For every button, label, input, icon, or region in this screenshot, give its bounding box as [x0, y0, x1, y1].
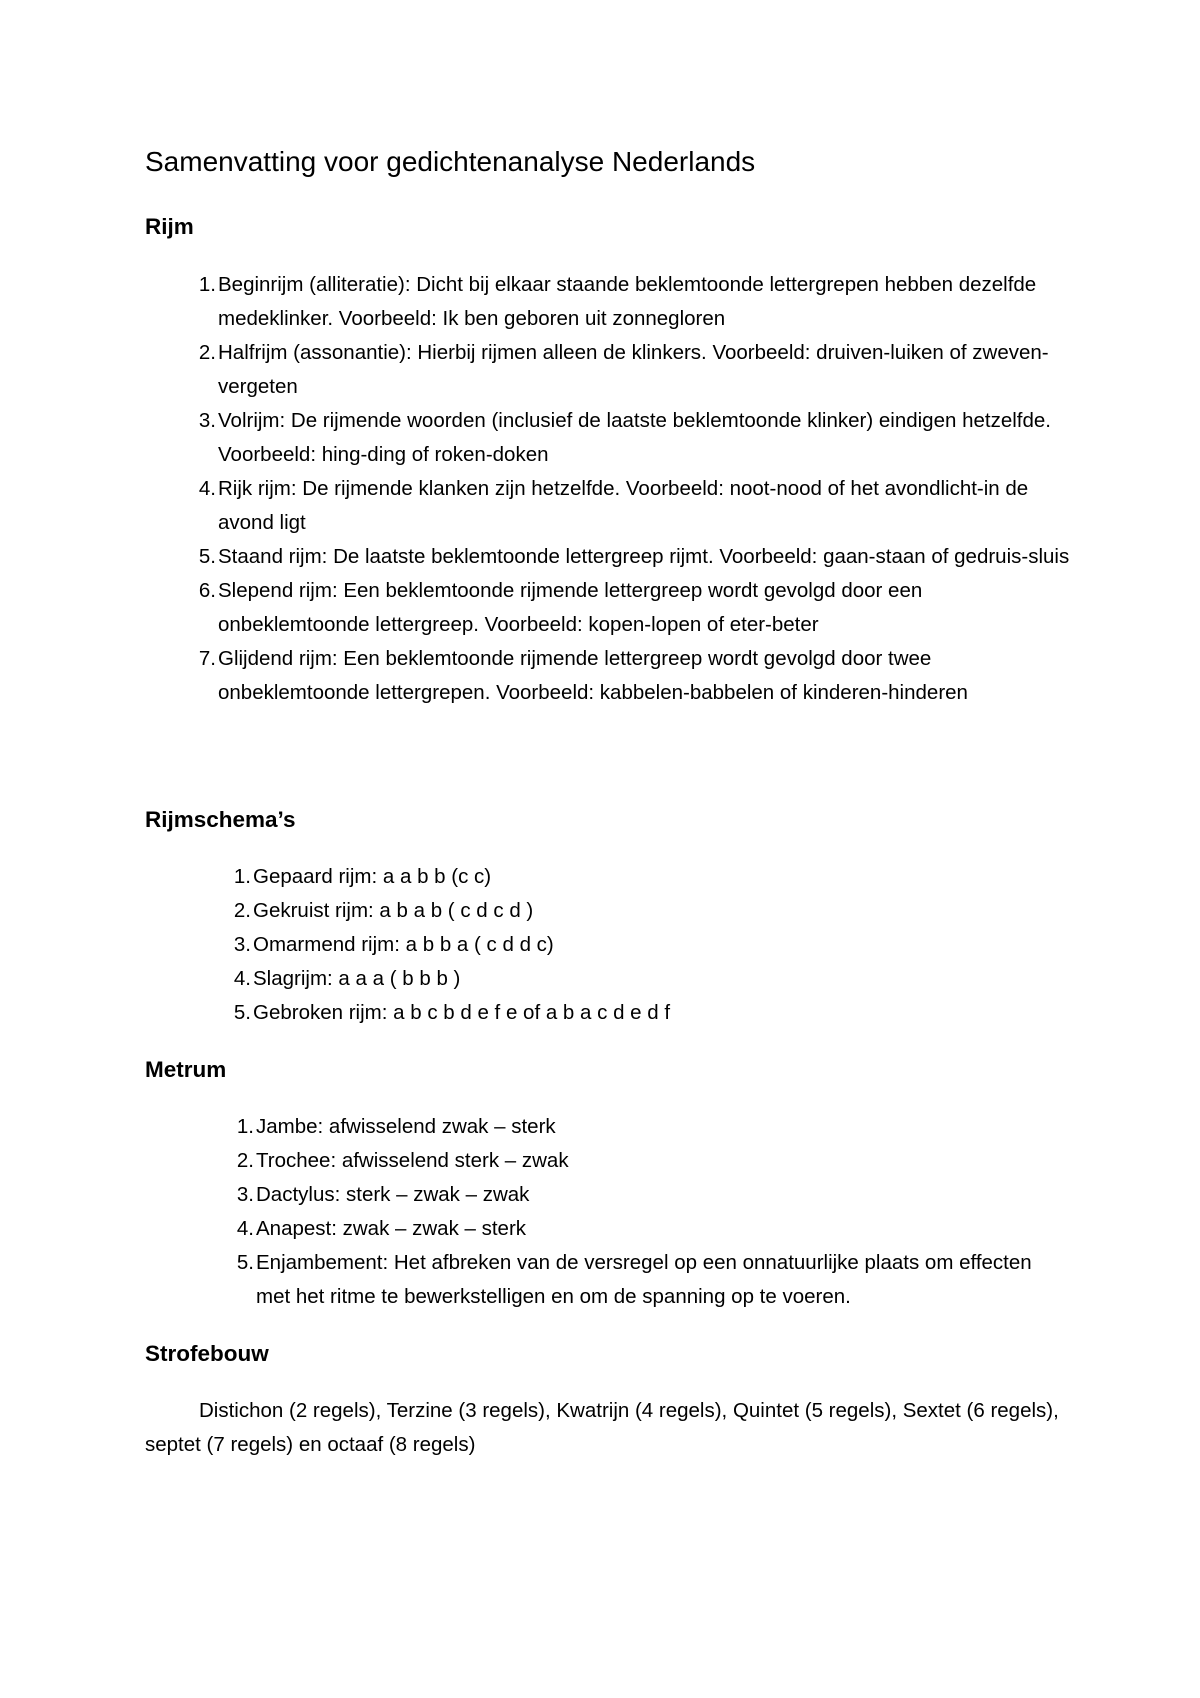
list-item-number: 2. — [236, 1149, 254, 1172]
document-title: Samenvatting voor gedichtenanalyse Nederlands — [145, 146, 756, 177]
list-item — [172, 574, 1072, 642]
list-item-text: Rijk rijm: De rijmende klanken zijn hetzelfde. Voorbeeld: noot-nood of het avondlicht-in de avond ligt — [218, 477, 1029, 534]
list-item-number: 3. — [233, 933, 251, 956]
list-item-text: Gepaard rijm: a a b b (c c) — [253, 865, 492, 888]
list-item-number: 4. — [198, 477, 216, 500]
list-item-number: 1. — [233, 865, 251, 888]
list-item — [172, 404, 1072, 472]
list-item — [207, 928, 1067, 962]
section-heading-strofebouw: Strofebouw — [145, 1341, 269, 1366]
list-item-text: Dactylus: sterk – zwak – zwak — [256, 1183, 530, 1206]
list-item — [172, 268, 1072, 336]
strofebouw-paragraph: Distichon (2 regels), Terzine (3 regels), Kwatrijn (4 regels), Quintet (5 regels), Sextet (6 regels), septet (7 regels) en octaaf (8 regels) — [145, 1399, 1059, 1456]
list-item-text: Gebroken rijm: a b c b d e f e of a b a c d e d f — [253, 1001, 671, 1024]
list-item — [172, 336, 1072, 404]
list-item-number: 4. — [233, 967, 251, 990]
list-item-text: Volrijm: De rijmende woorden (inclusief de laatste beklemtoonde klinker) eindigen hetzelfde. Voorbeeld: hing-ding of roken-doken — [218, 409, 1051, 466]
list-item-text: Slagrijm: a a a ( b b b ) — [253, 967, 461, 990]
list-item-text: Jambe: afwisselend zwak – sterk — [256, 1115, 556, 1138]
list-rijmschema — [207, 860, 1067, 1030]
list-item-number: 4. — [236, 1217, 254, 1240]
list-item-number: 3. — [198, 409, 216, 432]
list-item-text: Anapest: zwak – zwak – sterk — [256, 1217, 527, 1240]
list-item-text: Halfrijm (assonantie): Hierbij rijmen alleen de klinkers. Voorbeeld: druiven-luiken of zweven-vergeten — [218, 341, 1049, 398]
list-item-text: Gekruist rijm: a b a b ( c d c d ) — [253, 899, 534, 922]
list-item — [210, 1246, 1070, 1314]
list-item-number: 2. — [198, 341, 216, 364]
list-item-number: 5. — [233, 1001, 251, 1024]
list-item-number: 7. — [198, 647, 216, 670]
list-metrum — [210, 1110, 1070, 1314]
section-heading-rijmschema: Rijmschema’s — [145, 807, 296, 832]
list-item — [207, 962, 1067, 996]
list-item-text: Glijdend rijm: Een beklemtoonde rijmende lettergreep wordt gevolgd door twee onbeklemtoonde lettergrepen. Voorbeeld: kabbelen-babbelen of kinderen-hinderen — [218, 647, 968, 704]
list-item-number: 3. — [236, 1183, 254, 1206]
list-item-text: Trochee: afwisselend sterk – zwak — [256, 1149, 569, 1172]
list-item — [172, 642, 1072, 710]
list-item-text: Omarmend rijm: a b b a ( c d d c) — [253, 933, 554, 956]
list-item-text: Staand rijm: De laatste beklemtoonde lettergreep rijmt. Voorbeeld: gaan-staan of gedruis-sluis — [218, 545, 1070, 568]
section-heading-rijm: Rijm — [145, 214, 194, 239]
list-item — [207, 860, 1067, 894]
list-rijm — [172, 268, 1072, 710]
section-heading-metrum: Metrum — [145, 1057, 227, 1082]
list-item — [172, 472, 1072, 540]
list-item-number: 2. — [233, 899, 251, 922]
list-item-number: 5. — [198, 545, 216, 568]
list-item-number: 1. — [236, 1115, 254, 1138]
list-item — [172, 540, 1072, 574]
list-item-text: Slepend rijm: Een beklemtoonde rijmende lettergreep wordt gevolgd door een onbeklemtoonde lettergreep. Voorbeeld: kopen-lopen of eter-beter — [218, 579, 923, 636]
list-item — [207, 894, 1067, 928]
list-item-text: Enjambement: Het afbreken van de versregel op een onnatuurlijke plaats om effecten met het ritme te bewerkstelligen en om de spanning op te voeren. — [256, 1251, 1032, 1308]
list-item — [210, 1110, 1070, 1144]
list-item — [210, 1144, 1070, 1178]
list-item-number: 5. — [236, 1251, 254, 1274]
list-item — [207, 996, 1067, 1030]
list-item-number: 6. — [198, 579, 216, 602]
list-item — [210, 1178, 1070, 1212]
list-item-number: 1. — [198, 273, 216, 296]
list-item — [210, 1212, 1070, 1246]
list-item-text: Beginrijm (alliteratie): Dicht bij elkaar staande beklemtoonde lettergrepen hebben dezelfde medeklinker. Voorbeeld: Ik ben geboren uit zonnegloren — [218, 273, 1037, 330]
